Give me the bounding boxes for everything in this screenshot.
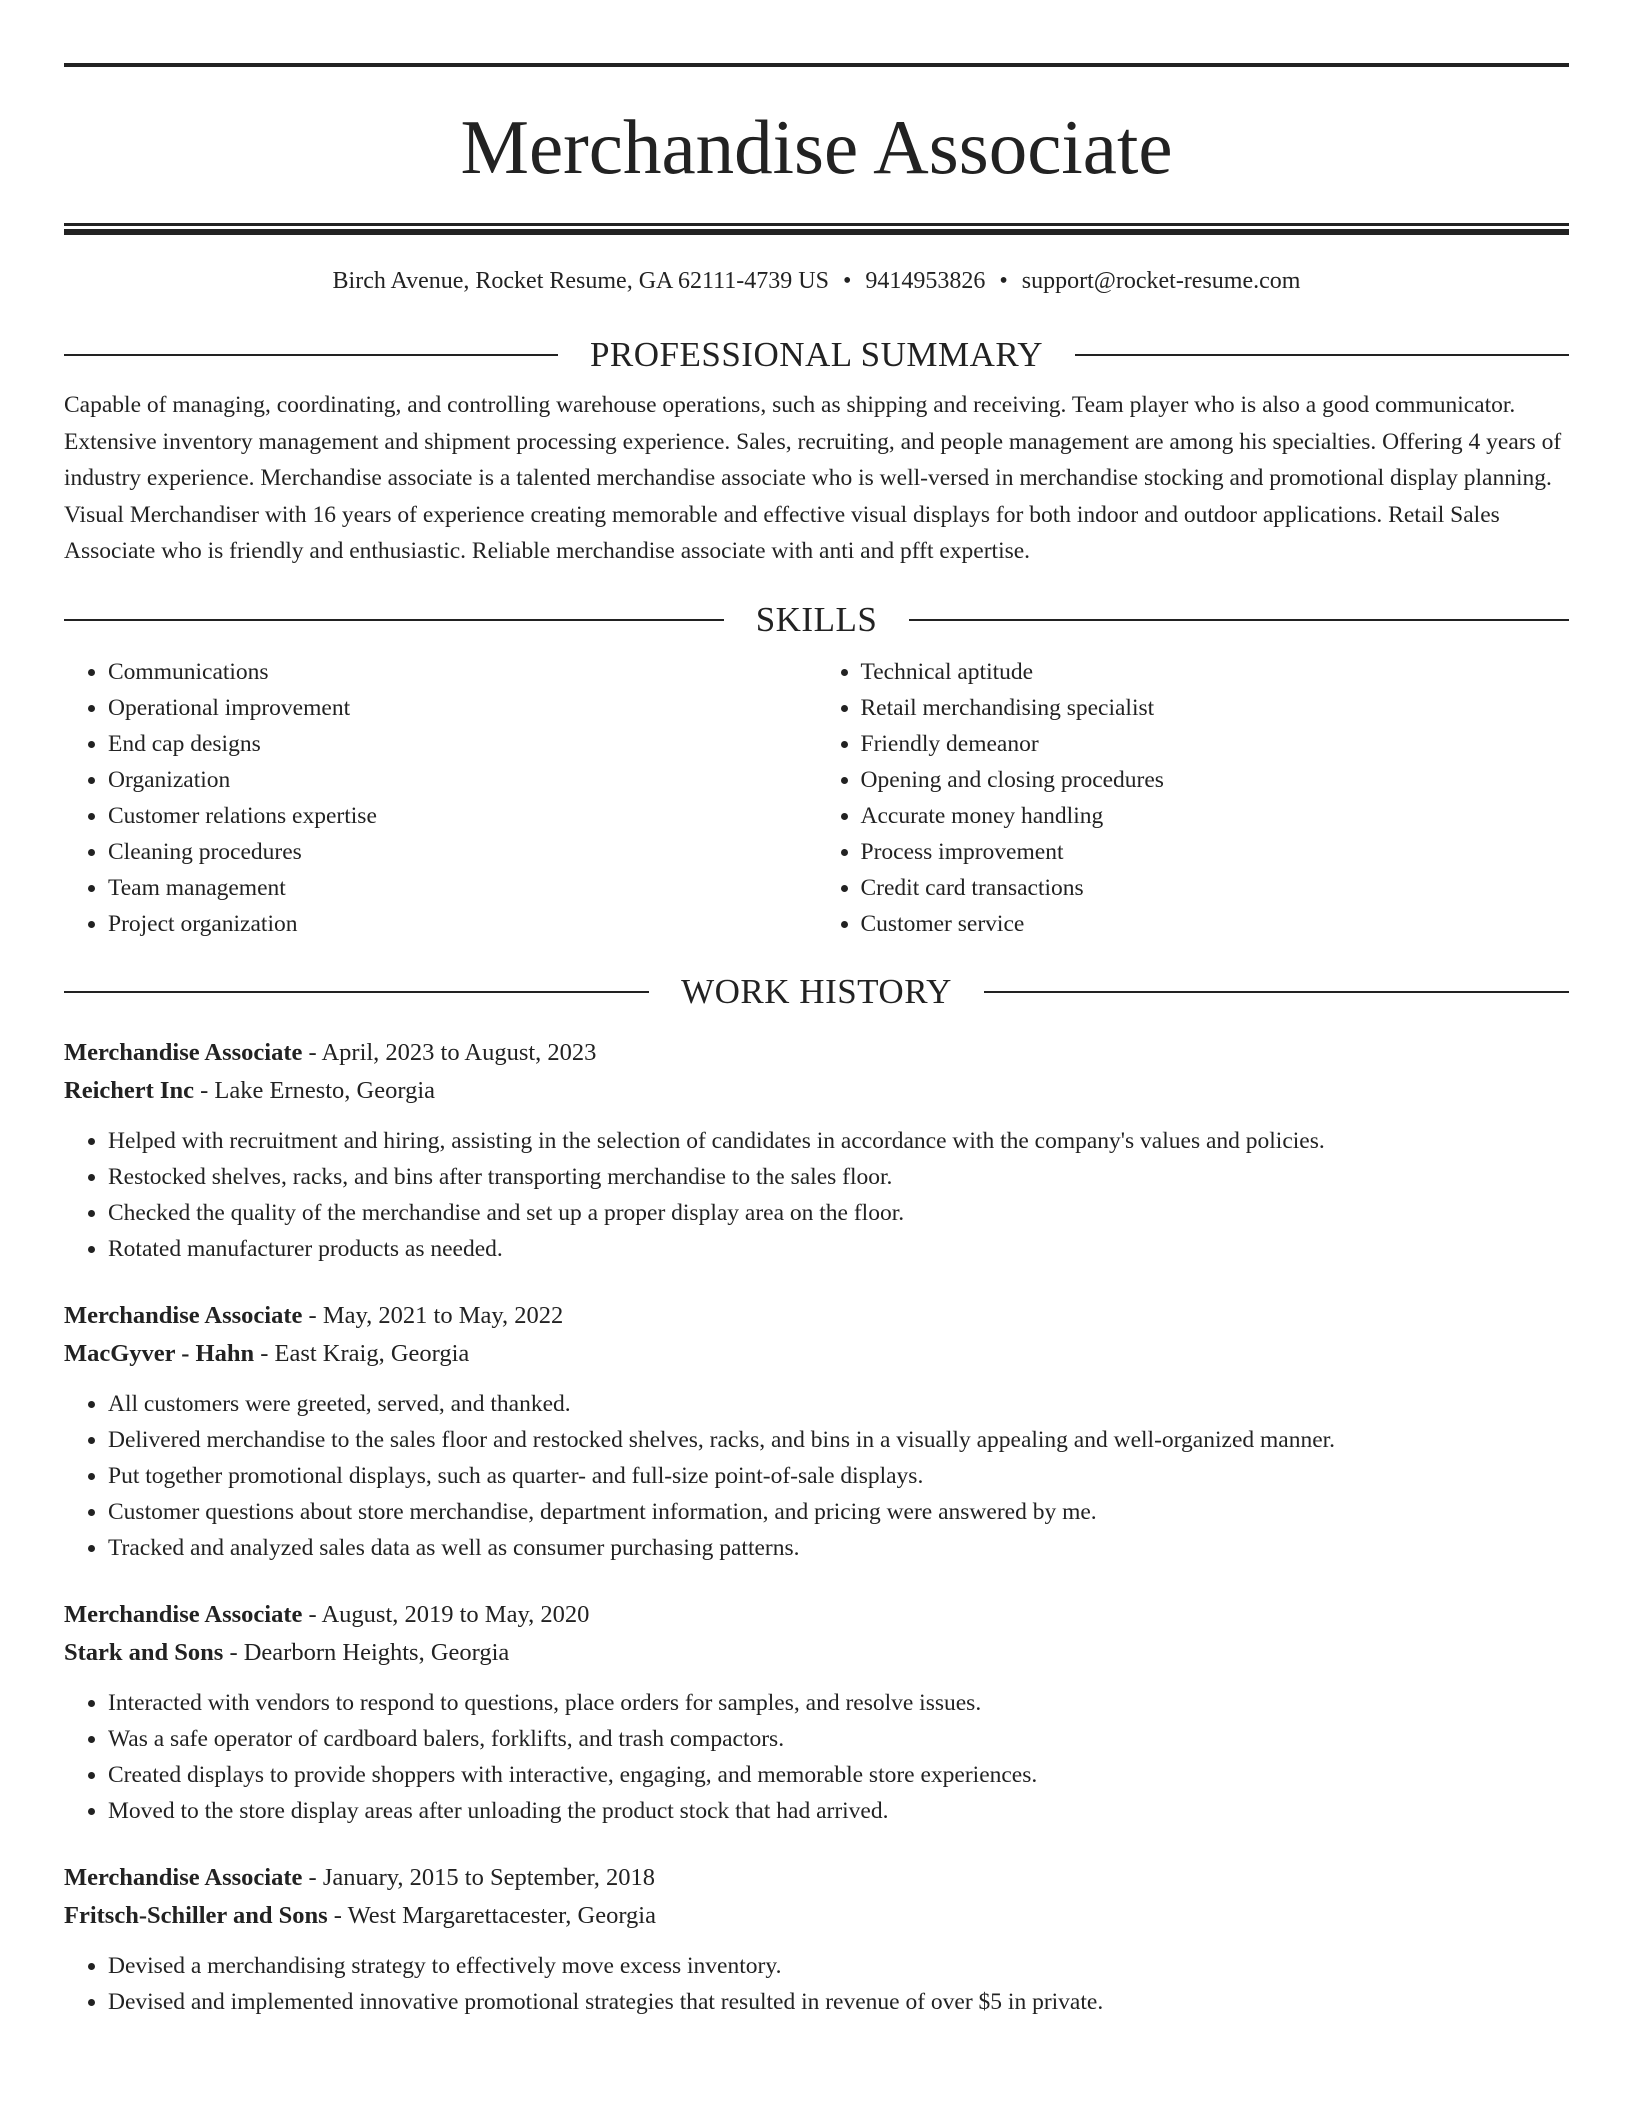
job-dates: - January, 2015 to September, 2018 — [302, 1863, 656, 1891]
skill-item: • Cleaning procedures — [108, 834, 817, 870]
skills-list-left — [64, 654, 817, 942]
skills-columns — [64, 654, 1569, 942]
job-role: Merchandise Associate — [64, 1600, 303, 1628]
job-title-line — [64, 1034, 1569, 1073]
address-text: Birch Avenue, Rocket Resume, GA 62111-4739 US — [332, 268, 829, 294]
skill-item: • Process improvement — [861, 834, 1570, 870]
section-header-work — [64, 972, 1569, 1012]
job-bullet: • Rotated manufacturer products as needed. — [108, 1231, 1569, 1267]
skill-item: • Accurate money handling — [861, 798, 1570, 834]
job-title-line — [64, 1297, 1569, 1336]
skill-item: • Customer service — [861, 906, 1570, 942]
section-title: PROFESSIONAL SUMMARY — [589, 335, 1044, 374]
contact-line — [64, 265, 1569, 297]
job-location: - Dearborn Heights, Georgia — [223, 1639, 510, 1666]
job-bullet: • Created displays to provide shoppers with interactive, engaging, and memorable store experiences. — [108, 1757, 1569, 1793]
job-company: Reichert Inc — [64, 1077, 194, 1104]
job-company: Fritsch-Schiller and Sons — [64, 1902, 328, 1929]
job-dates: - May, 2021 to May, 2022 — [302, 1301, 564, 1329]
section-header-skills — [64, 600, 1569, 640]
skill-item: • Opening and closing procedures — [861, 762, 1570, 798]
skill-item: • Technical aptitude — [861, 654, 1570, 690]
job-dates: - April, 2023 to August, 2023 — [302, 1038, 597, 1066]
job-company-line — [64, 1335, 1569, 1374]
job-location: - Lake Ernesto, Georgia — [193, 1077, 436, 1104]
skill-item: • Retail merchandising specialist — [861, 690, 1570, 726]
job-bullets — [64, 1685, 1569, 1829]
resume-title: Merchandise Associate — [460, 104, 1173, 190]
job-company-line — [64, 1634, 1569, 1673]
skill-item: • Team management — [108, 870, 817, 906]
job-bullet: • Devised and implemented innovative promotional strategies that resulted in revenue of over $5 in private. — [108, 1984, 1569, 2020]
job-title-line — [64, 1596, 1569, 1635]
skill-item: • Organization — [108, 762, 817, 798]
job-bullets — [64, 1386, 1569, 1566]
job-entry — [64, 1034, 1569, 1267]
job-company: MacGyver - Hahn — [64, 1340, 255, 1367]
section-header-summary — [64, 335, 1569, 375]
summary-paragraph: Capable of managing, coordinating, and controlling warehouse operations, such as shipping and receiving. Team player who is also a good communicator. Extensive inventory management and shipment processing experience. Sales, recruiting, and people management are among his specialties. Offering 4 years of industry experience. Merchandise associate is a talented merchandise associate who is well-versed in merchandise stocking and promotional display planning. Visual Merchandiser with 16 years of experience creating memorable and effective visual displays for both indoor and outdoor applications. Retail Sales Associate who is friendly and enthusiastic. Reliable merchandise associate with anti and pfft expertise. — [64, 392, 1562, 564]
section-title: SKILLS — [755, 599, 878, 639]
email-link[interactable]: support@rocket-resume.com — [1021, 268, 1301, 294]
job-bullet: • Devised a merchandising strategy to effectively move excess inventory. — [108, 1948, 1569, 1984]
section-title: WORK HISTORY — [681, 971, 952, 1011]
job-role: Merchandise Associate — [64, 1301, 303, 1329]
job-location: - East Kraig, Georgia — [254, 1340, 470, 1367]
section-rule-right — [909, 619, 1569, 621]
job-entry — [64, 1297, 1569, 1566]
job-bullet: • Delivered merchandise to the sales floor and restocked shelves, racks, and bins in a visually appealing and well-organized manner. — [108, 1422, 1569, 1458]
skill-item: • Credit card transactions — [861, 870, 1570, 906]
job-bullets — [64, 1123, 1569, 1267]
skill-item: • End cap designs — [108, 726, 817, 762]
skill-item: • Customer relations expertise — [108, 798, 817, 834]
resume-page — [64, 0, 1569, 2020]
section-rule-right — [1075, 354, 1569, 356]
job-company-line — [64, 1072, 1569, 1111]
separator-dot: • — [842, 268, 852, 294]
job-company-line — [64, 1897, 1569, 1936]
job-location: - West Margarettacester, Georgia — [327, 1902, 656, 1929]
skill-item: • Operational improvement — [108, 690, 817, 726]
skill-item: • Friendly demeanor — [861, 726, 1570, 762]
separator-dot: • — [999, 268, 1008, 294]
job-entry — [64, 1859, 1569, 2020]
job-bullet: • Tracked and analyzed sales data as well as consumer purchasing patterns. — [108, 1530, 1569, 1566]
section-rule-left — [64, 619, 724, 621]
job-title-line — [64, 1859, 1569, 1898]
job-bullet: • Restocked shelves, racks, and bins after transporting merchandise to the sales floor. — [108, 1159, 1569, 1195]
job-role: Merchandise Associate — [64, 1863, 303, 1891]
job-bullet: • Customer questions about store merchandise, department information, and pricing were answered by me. — [108, 1494, 1569, 1530]
job-bullet: • Was a safe operator of cardboard balers, forklifts, and trash compactors. — [108, 1721, 1569, 1757]
section-rule-left — [64, 354, 558, 356]
job-bullet: • Put together promotional displays, such as quarter- and full-size point-of-sale displays. — [108, 1458, 1569, 1494]
section-rule-left — [64, 991, 649, 993]
skill-item: • Project organization — [108, 906, 817, 942]
section-rule-right — [984, 991, 1569, 993]
job-bullet: • All customers were greeted, served, and thanked. — [108, 1386, 1569, 1422]
skills-list-right — [817, 654, 1570, 942]
job-bullet: • Moved to the store display areas after unloading the product stock that had arrived. — [108, 1793, 1569, 1829]
job-entry — [64, 1596, 1569, 1829]
job-role: Merchandise Associate — [64, 1038, 303, 1066]
job-company: Stark and Sons — [64, 1639, 224, 1666]
job-dates: - August, 2019 to May, 2020 — [302, 1600, 590, 1628]
job-bullet: • Checked the quality of the merchandise and set up a proper display area on the floor. — [108, 1195, 1569, 1231]
phone-text: 9414953826 — [865, 268, 986, 294]
double-rule — [64, 223, 1569, 229]
top-rule — [64, 63, 1569, 67]
skill-item: • Communications — [108, 654, 817, 690]
job-bullet: • Interacted with vendors to respond to questions, place orders for samples, and resolve issues. — [108, 1685, 1569, 1721]
job-bullet: • Helped with recruitment and hiring, assisting in the selection of candidates in accordance with the company's values and policies. — [108, 1123, 1569, 1159]
job-bullets — [64, 1948, 1569, 2020]
